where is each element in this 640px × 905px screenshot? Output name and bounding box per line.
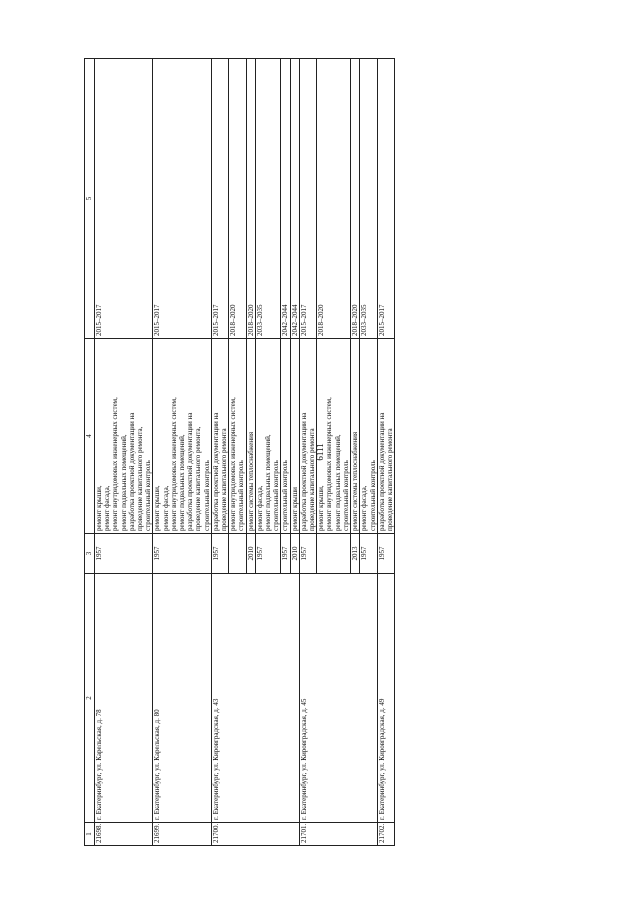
repair-period: 2015–2017	[211, 59, 228, 339]
header-row	[85, 59, 95, 846]
repair-period: 2042–2044	[290, 59, 299, 339]
work-item: строительный контроль	[368, 460, 377, 531]
work-list	[377, 339, 394, 534]
entry-address: г. Екатеринбург, ул. Карельская, д. 78	[95, 574, 153, 823]
work-item: ремонт системы теплоснабжения	[351, 431, 360, 531]
work-item: строительный контроль	[341, 460, 350, 531]
work-list	[153, 339, 211, 534]
work-list	[246, 339, 255, 534]
repair-period: 2018–2020	[246, 59, 255, 339]
work-item: ремонт крыши,	[317, 485, 326, 531]
work-list	[255, 339, 281, 534]
entry-number: 21698.	[95, 823, 153, 846]
work-item: строительный контроль	[144, 460, 153, 531]
entry-number: 21702.	[377, 823, 394, 846]
build-year: 1957	[377, 534, 394, 574]
build-year: 1957	[95, 534, 153, 574]
work-item: проведение капитального ремонта	[308, 428, 317, 531]
work-item: проведение капитального ремонта	[385, 428, 394, 531]
table-row	[95, 59, 153, 846]
build-year	[317, 534, 351, 574]
table-row	[153, 59, 211, 846]
work-item: разработка проектной документации на	[186, 412, 195, 531]
work-item: строительный контроль	[202, 460, 211, 531]
repair-schedule-table	[84, 58, 395, 846]
work-item: ремонт внутридомовых инженерных систем,	[169, 397, 178, 531]
build-year: 1957	[360, 534, 377, 574]
build-year: 1957	[281, 534, 290, 574]
rotated-table	[84, 84, 598, 846]
work-item: ремонт крыши,	[153, 485, 162, 531]
page-number-text: 6111	[315, 443, 325, 461]
build-year: 1957	[153, 534, 211, 574]
work-item: ремонт системы теплоснабжения	[246, 431, 255, 531]
work-item: проведение капитального ремонта	[220, 428, 229, 531]
work-item: ремонт внутридомовых инженерных систем,	[111, 397, 120, 531]
repair-period: 2015–2017	[377, 59, 394, 339]
work-list	[281, 339, 290, 534]
entry-address: г. Екатеринбург, ул. Карельская, д. 80	[153, 574, 211, 823]
work-list	[290, 339, 299, 534]
work-list	[360, 339, 377, 534]
work-item: строительный контроль	[272, 460, 281, 531]
work-item: строительный контроль	[281, 460, 290, 531]
build-year: 1957	[211, 534, 228, 574]
entry-number: 21701.	[299, 823, 377, 846]
work-item: разработка проектной документации на	[299, 412, 308, 531]
repair-period: 2018–2020	[229, 59, 246, 339]
work-list	[351, 339, 360, 534]
work-item: ремонт подвальных помещений,	[119, 434, 128, 531]
entry-number: 21699.	[153, 823, 211, 846]
work-list	[299, 339, 316, 534]
work-item: ремонт подвальных помещений,	[333, 434, 342, 531]
work-item: проведение капитального ремонта,	[136, 426, 145, 531]
work-list	[229, 339, 246, 534]
entry-address: г. Екатеринбург, ул. Кировградская, д. 49	[377, 574, 394, 823]
table-body	[95, 59, 395, 846]
table-row	[211, 59, 228, 846]
work-item: ремонт внутридомовых инженерных систем,	[229, 397, 238, 531]
work-item: ремонт подвальных помещений,	[178, 434, 187, 531]
repair-period: 2018–2020	[317, 59, 351, 339]
work-item: ремонт подвальных помещений,	[264, 434, 273, 531]
work-item: ремонт внутридомовых инженерных систем,	[325, 397, 334, 531]
work-list	[211, 339, 228, 534]
work-item: ремонт крыши,	[95, 485, 103, 531]
entry-address: г. Екатеринбург, ул. Кировградская, д. 45	[299, 574, 377, 823]
repair-period: 2015–2017	[153, 59, 211, 339]
entry-address: г. Екатеринбург, ул. Кировградская, д. 43	[211, 574, 299, 823]
work-item: ремонт фасада,	[255, 485, 264, 531]
work-item: ремонт фасада,	[103, 485, 112, 531]
header-col-2: 2	[85, 574, 95, 823]
repair-period: 2042–2044	[281, 59, 290, 339]
table-row	[377, 59, 394, 846]
work-item: ремонт фасада,	[360, 485, 369, 531]
build-year: 2010	[246, 534, 255, 574]
work-item: ремонт фасада,	[161, 485, 170, 531]
work-item: строительный контроль	[237, 460, 246, 531]
repair-period: 2015–2017	[299, 59, 316, 339]
work-item: проведение капитального ремонта,	[194, 426, 203, 531]
repair-period: 2033–2035	[255, 59, 281, 339]
build-year: 2013	[351, 534, 360, 574]
header-col-4: 4	[85, 339, 95, 534]
work-item: разработка проектной документации на	[127, 412, 136, 531]
header-col-1: 1	[85, 823, 95, 846]
work-list	[95, 339, 153, 534]
build-year: 1957	[299, 534, 316, 574]
work-item: разработка проектной документации на	[377, 412, 386, 531]
work-item: ремонт крыши	[290, 487, 299, 531]
repair-period: 2015–2017	[95, 59, 153, 339]
entry-number: 21700.	[211, 823, 299, 846]
build-year	[229, 534, 246, 574]
build-year: 2010	[290, 534, 299, 574]
table-row	[299, 59, 316, 846]
build-year: 1957	[255, 534, 281, 574]
work-list	[317, 339, 351, 534]
header-col-5: 5	[85, 59, 95, 339]
header-col-3: 3	[85, 534, 95, 574]
repair-period: 2033–2035	[360, 59, 377, 339]
document-table-container	[84, 84, 598, 846]
repair-period: 2018–2020	[351, 59, 360, 339]
work-item: разработка проектной документации на	[211, 412, 220, 531]
